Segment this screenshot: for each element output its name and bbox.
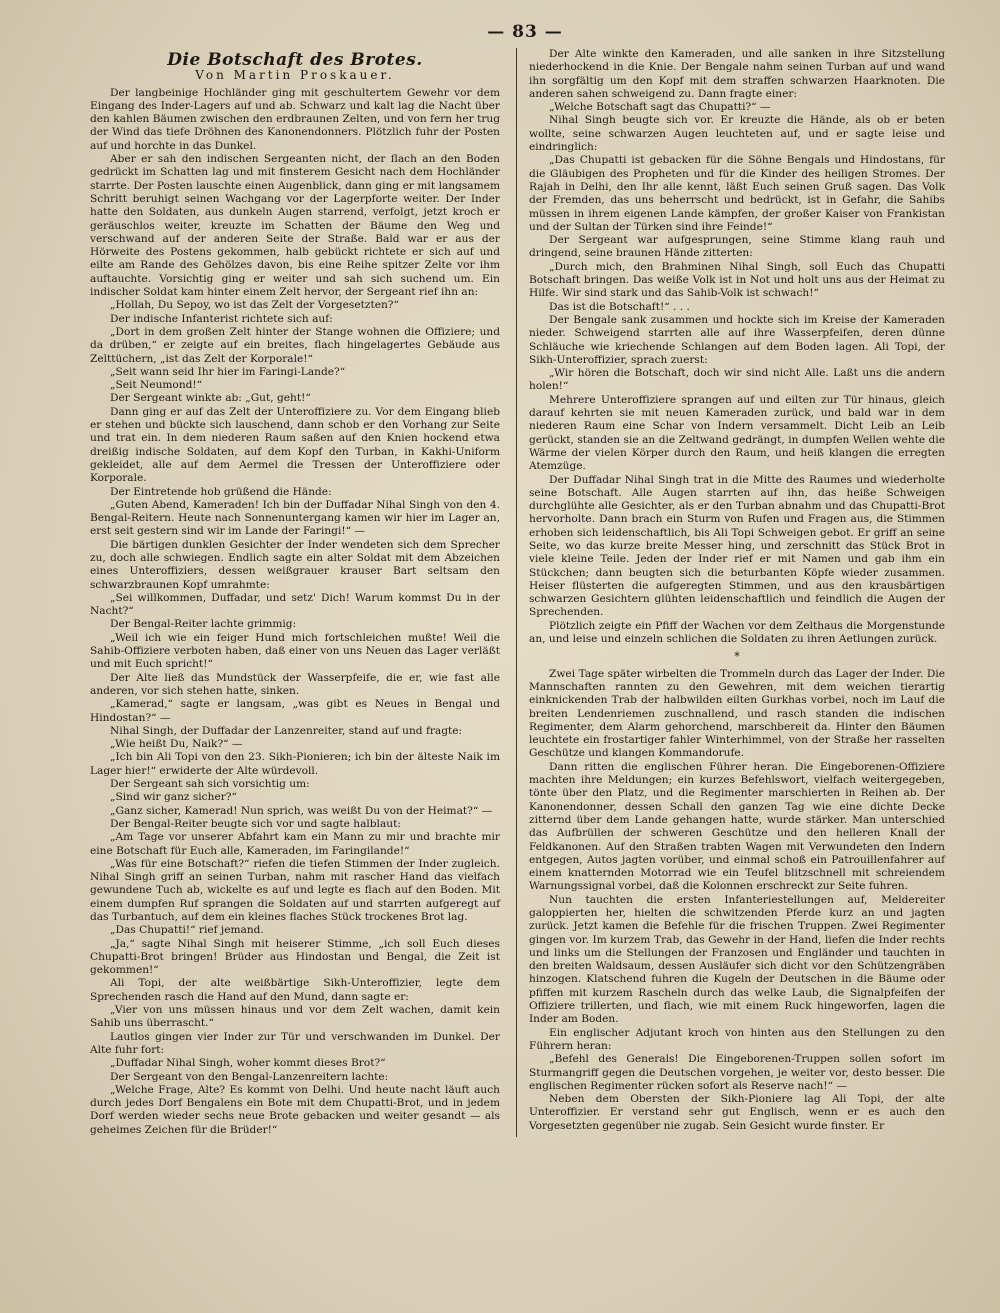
paragraph: „Kamerad,“ sagte er langsam, „was gibt es Neues in Bengal und Hindostan?“ — [90,698,500,724]
paragraph: Der indische Infanterist richtete sich auf: [110,312,333,325]
paragraph: Dann ging er auf das Zelt der Unteroffiziere zu. Vor dem Eingang blieb er stehen und bückte sich lauschend, dann schob er den Vorhang zur Seite und trat ein. In dem niederen Raum saßen auf den Knien hockend etwa dreißig indische Soldaten, auf dem Kopf den Turban, in Kakhi-Uniform gekleidet, alle auf dem Aermel die Tressen der Unteroffiziere oder Korporale. [90,405,500,485]
paragraph: Der Sergeant war aufgesprungen, seine Stimme klang rauh und dringend, seine braunen Hände zitterten: [529,234,945,260]
paragraph: „Wir hören die Botschaft, doch wir sind nicht Alle. Laßt uns die andern holen!“ [529,367,945,393]
columns [90,48,960,1137]
paragraph: Aber er sah den indischen Sergeanten nicht, der flach an den Boden gedrückt im Schatten lag und mit finsterem Gesicht nach dem Hochländer starrte. Der Posten lauschte einen Augenblick, dann ging er mit langsamem Schritt beruhigt seinen Wachgang vor der Lagerpforte weiter. Der Inder hatte den Soldaten, aus dunkeln Augen starrend, verfolgt, jetzt kroch er geräuschlos weiter, kreuzte im Schatten der Bäume den Weg und verschwand auf der anderen Seite der Straße. Bald war er aus der Hörweite des Postens gekommen, halb gebückt richtete er sich auf und eilte am Rande des Gehölzes davon, bis eine Reihe spitzer Zelte vor ihm auftauchte. Vorsichtig ging er weiter und sah sich suchend um. Ein indischer Soldat kam hinter einem Zelt hervor, der Sergeant rief ihn an: [90,153,500,299]
paragraph: Der langbeinige Hochländer ging mit geschultertem Gewehr vor dem Eingang des Inder-Lagers auf und ab. Schwarz und kalt lag die Nacht über den kahlen Bäumen zwischen den erdbraunen Zelten, und von fern her trug der Wind das tiefe Dröhnen des Kanonendonners. Plötzlich fuhr der Posten auf und horchte in das Dunkel. [90,86,500,152]
paragraph: „Duffadar Nihal Singh, woher kommt dieses Brot?“ [110,1057,386,1070]
paragraph: Der Duffadar Nihal Singh trat in die Mitte des Raumes und wiederholte seine Botschaft. Alle Augen starrten auf ihn, das heiße Schweigen durchglühte alle Gesichter, als er den Turban abnahm und das Chupatti-Brot hervorholte. Dann brach ein Sturm von Rufen und Fragen aus, die Stimmen erhoben sich leidenschaftlich, bis Ali Topi Schweigen gebot. Er griff an seine Seite, wo das kurze breite Messer hing, und zerschnitt das Stück Brot in viele kleine Teile. Jeden der Inder rief er mit Namen und gab ihm ein Stückchen; dann beugten sich die beturbanten Köpfe wieder zusammen. Heiser flüsterten die aufgeregten Stimmen, und aus den krausbärtigen schwarzen Gesichtern glühten leidenschaftlich und feindlich die Augen der Sprechenden. [529,473,945,619]
paragraph: „Seit Neumond!“ [110,379,203,392]
paragraph: „Wie heißt Du, Naik?“ — [110,738,243,751]
paragraph: Mehrere Unteroffiziere sprangen auf und eilten zur Tür hinaus, gleich darauf kehrten sie mit neuen Kameraden zurück, und bald war in dem niederen Raum eine Schar von Indern versammelt. Dicht Leib an Leib gerückt, standen sie an die Zeltwand gedrängt, in dumpfen Wellen wehte die Wärme der vielen Körper durch den Raum, und heiß klangen die erregten Atemzüge. [529,393,945,473]
paragraph: „Sei willkommen, Duffadar, und setz' Dich! Warum kommst Du in der Nacht?“ [90,591,500,618]
paragraph: Der Alte ließ das Mundstück der Wasserpfeife, die er, wie fast alle anderen, vor sich stehen hatte, sinken. [90,671,500,697]
paragraph: „Ganz sicher, Kamerad! Nun sprich, was weißt Du von der Heimat?“ — [110,804,493,817]
paragraph: Der Bengal-Reiter beugte sich vor und sagte halblaut: [110,817,401,830]
paragraph: Lautlos gingen vier Inder zur Tür und verschwanden im Dunkel. Der Alte fuhr fort: [90,1030,500,1056]
paragraph: „Ich bin Ali Topi von den 23. Sikh-Pionieren; ich bin der älteste Naik im Lager hier!“ erwiderte der Alte würdevoll. [90,751,500,777]
paragraph: Nihal Singh, der Duffadar der Lanzenreiter, stand auf und fragte: [110,724,463,737]
paragraph: Das ist die Botschaft!“ . . . [549,300,690,313]
paragraph: Der Alte winkte den Kameraden, und alle sanken in ihre Sitzstellung niederhockend in die Knie. Der Bengale nahm seinen Turban auf und wand ihn sorgfältig um den Kopf mit dem straffen schwarzen Haarknoten. Die anderen sahen schweigend zu. Dann fragte einer: [529,48,945,100]
article-title: Die Botschaft des Brotes. [167,50,423,70]
paragraph: Der Sergeant sah sich vorsichtig um: [110,778,310,791]
paragraph: „Welche Frage, Alte? Es kommt von Delhi. Und heute nacht läuft auch durch jedes Dorf Bengalens ein Bote mit dem Chupatti-Brot, und in jedem Dorf werden wieder sechs neue Brote gebacken und weiter gesandt — als geheimes Zeichen für die Brüder!“ [90,1083,500,1136]
paragraph: „Sind wir ganz sicher?“ [110,791,237,804]
paragraph: „Das Chupatti!“ rief jemand. [110,924,264,937]
paragraph: Ali Topi, der alte weißbärtige Sikh-Unteroffizier, legte dem Sprechenden rasch die Hand auf den Mund, dann sagte er: [90,977,500,1003]
paragraph: „Was für eine Botschaft?“ riefen die tiefen Stimmen der Inder zugleich. Nihal Singh griff an seinen Turban, nahm mit rascher Hand das vielfach gewundene Tuch ab, wickelte es auf und legte es flach auf den Boden. Mit einem dumpfen Ruf sprangen die Soldaten auf und starrten aufgeregt auf das Turbantuch, auf dem ein kleines flaches Stück trockenes Brot lag. [90,857,500,923]
paragraph: „Ja,“ sagte Nihal Singh mit heiserer Stimme, „ich soll Euch dieses Chupatti-Brot bringen! Brüder aus Hindostan und Bengal, die Zeit ist gekommen!“ [90,937,500,977]
right-column-text-bottom [529,668,945,1133]
paragraph: Neben dem Obersten der Sikh-Pioniere lag Ali Topi, der alte Unteroffizier. Er verstand sehr gut Englisch, wenn er es auch den Vorgesetzten gegenüber nie zugab. Sein Gesicht wurde finster. Er [529,1093,945,1132]
paragraph: Der Bengale sank zusammen und hockte sich im Kreise der Kameraden nieder. Schweigend starrten alle auf ihre Wasserpfeifen, deren dünne Schläuche wie kriechende Schlangen auf dem Boden lagen. Ali Topi, der Sikh-Unteroffizier, sprach zuerst: [529,313,945,366]
paragraph: „Hollah, Du Sepoy, wo ist das Zelt der Vorgesetzten?“ [110,299,399,312]
paragraph: Dann ritten die englischen Führer heran. Die Eingeborenen-Offiziere machten ihre Meldungen; ein kurzes Befehlswort, vielfach weitergegeben, tönte über den Platz, und die Regimenter marschierten in Reihen ab. Der Kanonendonner, dessen Schall den ganzen Tag wie eine dichte Decke zitternd über dem Lande gehangen hatte, wurde stärker. Man unterschied das Aufbrüllen der schweren Geschütze und den helleren Knall der Feldkanonen. Auf den Straßen trabten Wagen mit Verwundeten den Indern entgegen, Autos jagten vorüber, und einmal schoß ein Patrouillenfahrer auf einem knatternden Motorrad wie ein Teufel blitzschnell mit schreiendem Warnungssignal vorbei, daß die Kolonnen erschreckt zur Seite fuhren. [529,760,945,893]
paragraph: „Dort in dem großen Zelt hinter der Stange wohnen die Offiziere; und da drüben,“ er zeigte auf ein breites, flach hingelagertes Gebäude aus Zelttüchern, „ist das Zelt der Korporale!“ [90,325,500,365]
right-column-text-top [529,48,945,646]
paragraph: Der Sergeant von den Bengal-Lanzenreitern lachte: [110,1070,389,1083]
paragraph: „Befehl des Generals! Die Eingeborenen-Truppen sollen sofort im Sturmangriff gegen die Deutschen vorgehen, je weiter vor, desto besser. Die englischen Regimenter rücken sofort als Reserve nach!“ — [529,1053,945,1092]
paragraph: „Am Tage vor unserer Abfahrt kam ein Mann zu mir und brachte mir eine Botschaft für Euch alle, Kameraden, im Faringilande!“ [90,831,500,857]
paragraph: Der Eintretende hob grüßend die Hände: [110,485,332,498]
paragraph: „Welche Botschaft sagt das Chupatti?“ — [549,101,771,114]
article-author: Von Martin Proskauer. [195,68,395,83]
section-divider: * [734,650,740,664]
paragraph: „Vier von uns müssen hinaus und vor dem Zelt wachen, damit kein Sahib uns überrascht.“ [90,1004,500,1030]
left-column-text [90,87,500,1137]
paragraph: „Das Chupatti ist gebacken für die Söhne Bengals und Hindostans, für die Gläubigen des Propheten und für die Kinder des heiligen Stromes. Der Rajah in Delhi, den Ihr alle kennt, läßt Euch seinen Gruß sagen. Das Volk der Fremden, das uns beherrscht und bedrückt, ist in Gefahr, die Sahibs müssen in ihrem eigenen Lande kämpfen, der großer Kaiser von Frankistan und der Sultan der Türken sind ihre Feinde!“ [529,154,945,233]
page-number: — 83 — [487,22,563,42]
paragraph: Zwei Tage später wirbelten die Trommeln durch das Lager der Inder. Die Mannschaften rannten zu den Gewehren, mit dem weichen tierartig einknickenden Trab der halbwilden eilten Gurkhas vorbei, noch im Lauf die breiten Lendenriemen zuschnallend, und rasch standen die indischen Regimenter, dem Alarm gehorchend, marschbereit da. Hinter den Bäumen leuchtete ein frostartiger fahler Winterhimmel, von der Straße her rasselten Geschütze und klangen Kommandorufe. [529,667,945,760]
paragraph: Der Sergeant winkte ab: „Gut, geht!“ [110,392,311,405]
paragraph: „Durch mich, den Brahminen Nihal Singh, soll Euch das Chupatti Botschaft bringen. Das weiße Volk ist in Not und holt uns aus der Heimat zu Hilfe. Wir sind stark und das Sahib-Volk ist schwach!“ [529,260,945,300]
paragraph: Nun tauchten die ersten Infanteriestellungen auf, Meldereiter galoppierten her, hielten die schwitzenden Pferde kurz an und jagten zurück. Jetzt kamen die Befehle für die frischen Truppen. Zwei Regimenter gingen vor. Im kurzem Trab, das Gewehr in der Hand, liefen die Inder rechts und links um die Stellungen der Franzosen und Engländer und tauchten in den breiten Waldsaum, dessen Ausläufer sich dicht vor den Schützengräben hinzogen. Klatschend fuhren die Kugeln der Deutschen in die Bäume oder pfiffen mit kurzem Rascheln durch das welke Laub, die Signalpfeifen der Offiziere trillerten, und flach, wie mit einem Ruck hingeworfen, lagen die Inder am Boden. [529,893,945,1026]
paragraph: „Seit wann seid Ihr hier im Faringi-Lande?“ [110,365,346,378]
paragraph: Ein englischer Adjutant kroch von hinten aus den Stellungen zu den Führern heran: [529,1026,945,1052]
paragraph: Nihal Singh beugte sich vor. Er kreuzte die Hände, als ob er beten wollte, seine schwarzen Augen leuchteten auf, und er sagte leise und eindringlich: [529,114,945,154]
paragraph: Plötzlich zeigte ein Pfiff der Wachen vor dem Zelthaus die Morgenstunde an, und leise und einzeln schlichen die Soldaten zu ihren Aetlungen zurück. [529,619,945,646]
paragraph: „Guten Abend, Kameraden! Ich bin der Duffadar Nihal Singh von den 4. Bengal-Reitern. Heute nach Sonnenuntergang kamen wir hier im Lager an, erst seit gestern sind wir im Lande der Faringi!“ — [90,498,500,538]
right-column [516,48,945,1137]
left-column [90,48,500,1137]
paragraph: Die bärtigen dunklen Gesichter der Inder wendeten sich dem Sprecher zu, doch alle schwiegen. Endlich sagte ein alter Soldat mit dem Abzeichen eines Unteroffiziers, dessen weißgrauer krauser Bart seltsam den schwarzbraunen Kopf umrahmte: [90,538,500,591]
paragraph: „Weil ich wie ein feiger Hund mich fortschleichen mußte! Weil die Sahib-Offiziere verboten haben, daß einer von uns Neuen das Lager verläßt und mit Euch spricht!“ [90,631,500,671]
paragraph: Der Bengal-Reiter lachte grimmig: [110,618,297,631]
